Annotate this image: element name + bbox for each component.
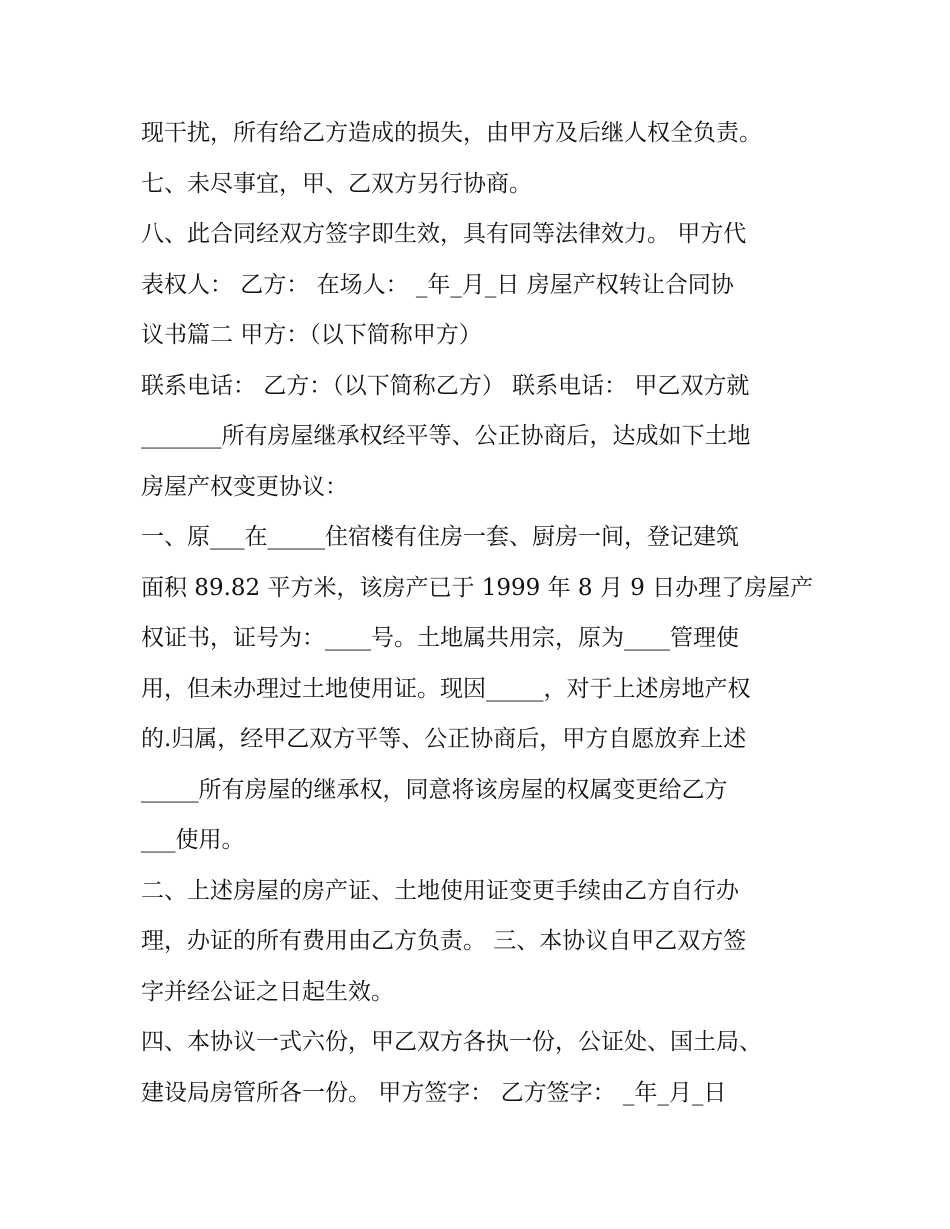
text-line: 房屋产权变更协议：	[141, 473, 348, 500]
document-body	[141, 108, 814, 1118]
text-line: 七、未尽事宜，甲、乙双方另行协商。	[141, 170, 532, 197]
text-line: 理，办证的所有费用由乙方负责。 三、本协议自甲乙双方签	[141, 928, 747, 954]
text-line: 的.归属，经甲乙双方平等、公正协商后，甲方自愿放弃上述	[141, 726, 747, 752]
text-line: _______所有房屋继承权经平等、公正协商后，达成如下土地	[141, 423, 751, 449]
text-line: 表权人： 乙方： 在场人： _年_月_日 房屋产权转让合同协	[141, 271, 734, 298]
text-line: 权证书，证号为：____号。土地属共用宗，原为____管理使	[141, 625, 739, 651]
text-line: 字并经公证之日起生效。	[141, 978, 394, 1005]
text-line: 建设局房管所各一份。 甲方签字： 乙方签字： _年_月_日	[141, 1079, 727, 1106]
text-line: 面积 89.82 平方米，该房产已于 1999 年 8 月 9 日办理了房屋产	[141, 574, 814, 601]
text-line: 二、上述房屋的房产证、土地使用证变更手续由乙方自行办	[141, 877, 739, 904]
text-line: _____所有房屋的继承权，同意将该房屋的权属变更给乙方	[141, 776, 728, 803]
text-line: ___使用。	[141, 827, 245, 853]
text-line: 议书篇二 甲方：（以下简称甲方）	[141, 322, 482, 348]
text-line: 八、此合同经双方签字即生效，具有同等法律效力。 甲方代	[141, 221, 747, 247]
text-line: 用，但未办理过土地使用证。现因_____，对于上述房地产权	[141, 675, 751, 702]
text-line: 联系电话： 乙方：（以下简称乙方） 联系电话： 甲乙双方就	[141, 372, 750, 399]
text-line: 一、原___在_____住宿楼有住房一套、厨房一间，登记建筑	[141, 524, 739, 550]
text-line: 现干扰，所有给乙方造成的损失，由甲方及后继人权全负责。	[141, 120, 762, 146]
text-line: 四、本协议一式六份，甲乙双方各执一份，公证处、国土局、	[141, 1029, 762, 1055]
